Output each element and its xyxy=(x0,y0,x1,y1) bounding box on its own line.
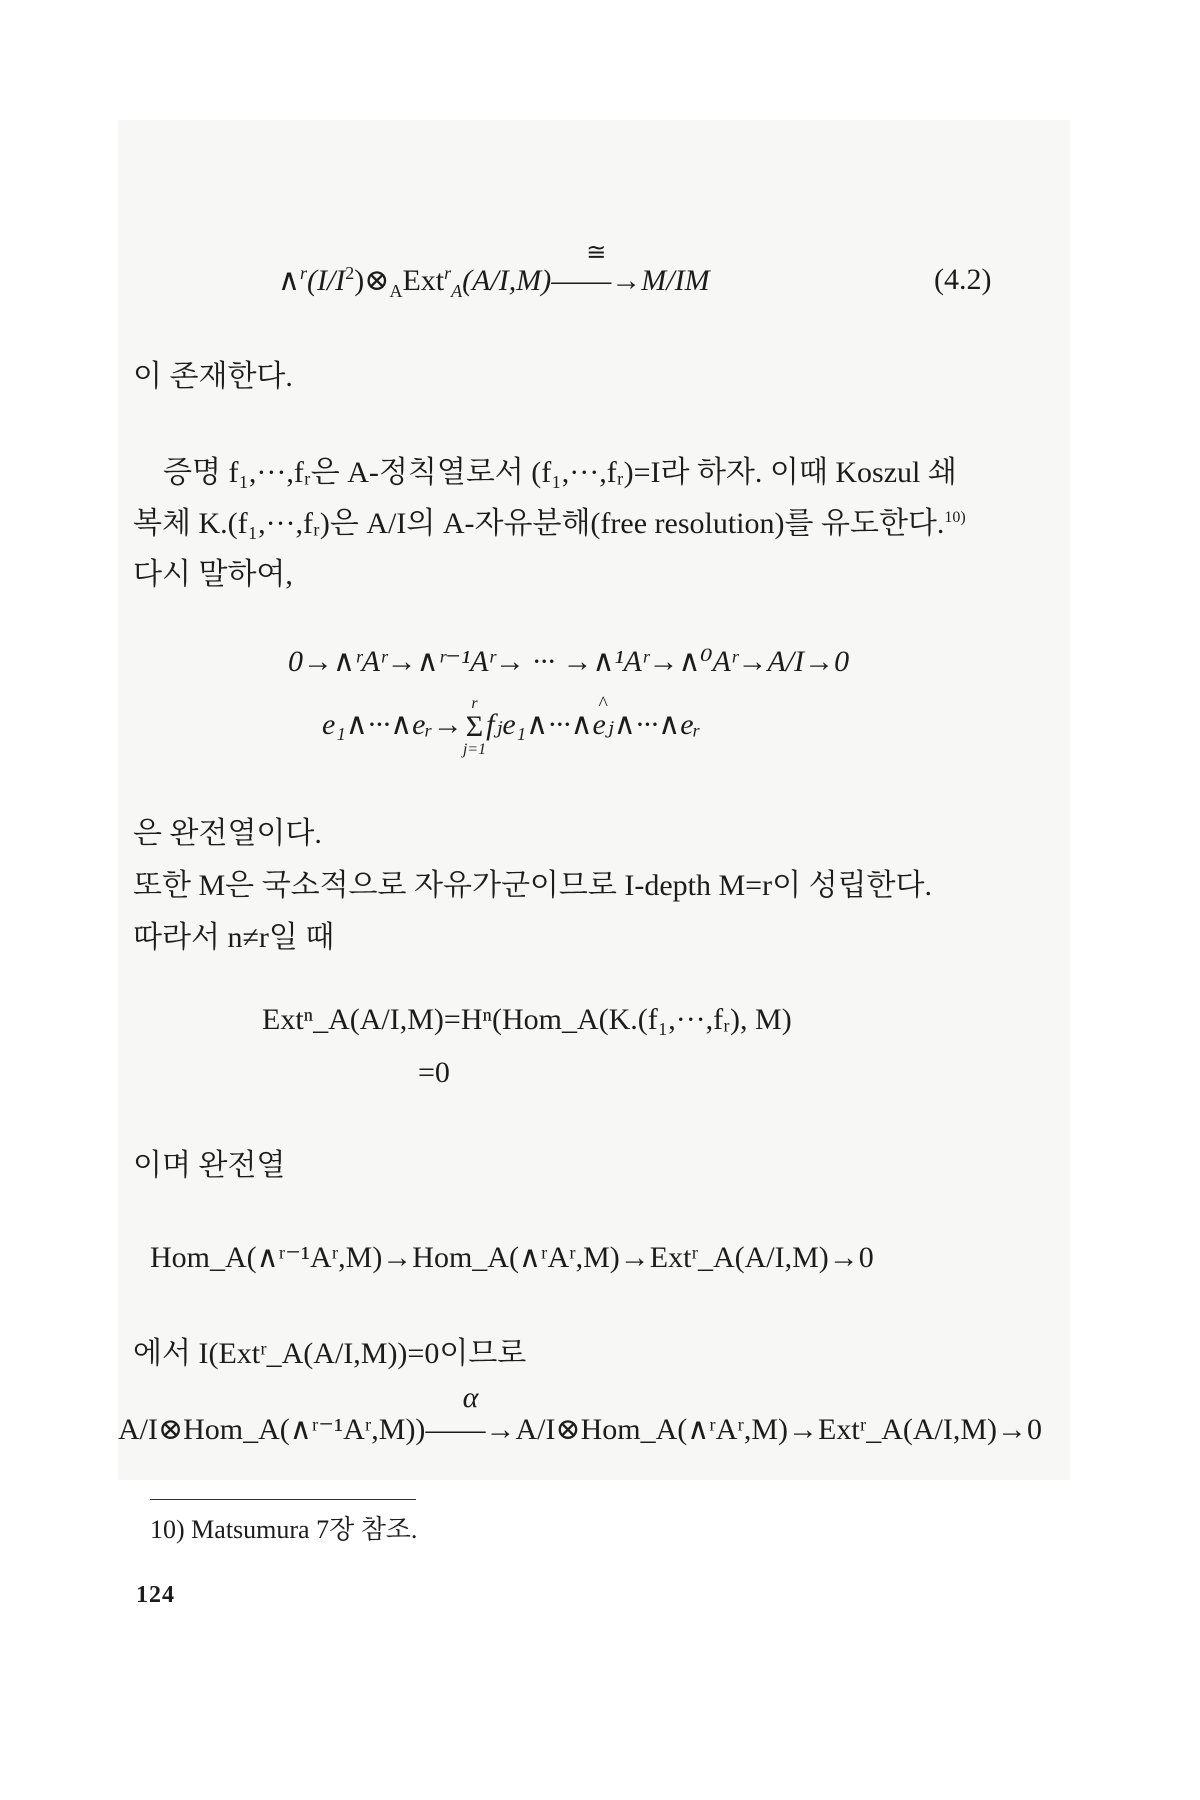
equation-number: (4.2) xyxy=(934,263,992,296)
proof-line-1: 증명 f₁,···,fᵣ은 A-정칙열로서 (f₁,···,fᵣ)=I라 하자. 이때 Koszul 쇄 xyxy=(163,456,957,489)
alpha-sequence: A/I⊗Hom_A(∧ʳ⁻¹Aʳ,M)) α ——→A/I⊗Hom_A(∧ʳAʳ,M)→Extʳ_A(A/I,M)→0 xyxy=(118,1381,1043,1446)
text-exact-sequence: 이며 완전열 xyxy=(133,1149,286,1182)
proof-line-2: 복체 K.(f₁,···,fᵣ)은 A/I의 A-자유분해(free resolution)를 유도한다.$^{10)}$ xyxy=(133,507,966,540)
footnote-ref: 10) xyxy=(944,509,966,526)
resolution-row-1: 0→∧ʳAʳ→∧ʳ⁻¹Aʳ→ ··· →∧¹Aʳ→∧⁰Aʳ→A/I→0 xyxy=(288,645,850,678)
text-therefore: 따라서 n≠r일 때 xyxy=(133,921,335,954)
text-free-module: 또한 M은 국소적으로 자유가군이므로 I-depth M=r이 성립한다. xyxy=(133,869,932,902)
hom-sequence: Hom_A(∧ʳ⁻¹Aʳ,M)→Hom_A(∧ʳAʳ,M)→Extʳ_A(A/I,M)→0 xyxy=(150,1241,874,1274)
text-exact: 은 완전열이다. xyxy=(133,817,322,850)
text-exists: 이 존재한다. xyxy=(133,360,293,393)
proof-line-3: 다시 말하여, xyxy=(133,558,293,591)
page-number: 124 xyxy=(136,1582,175,1608)
summation: r Σ j=1 xyxy=(462,695,487,758)
alpha-label: α xyxy=(462,1381,479,1414)
resolution-row-2: e₁∧···∧eᵣ→ r Σ j=1 fⱼe₁∧···∧^ eⱼ∧···∧eᵣ xyxy=(322,696,701,758)
scan-background xyxy=(118,120,1070,1480)
text-since: 에서 I(Extʳ_A(A/I,M))=0이므로 xyxy=(133,1337,527,1370)
footnote-divider xyxy=(150,1499,416,1500)
ext-equation-line-1: Extⁿ_A(A/I,M)=Hⁿ(Hom_A(K.(f₁,···,fᵣ), M) xyxy=(262,1003,792,1036)
footnote: 10) Matsumura 7장 참조. xyxy=(150,1515,418,1544)
ext-equation-line-2: =0 xyxy=(418,1056,450,1089)
equation-4-2: $\wedge^r(I/I^2)\otimes_AExt^r_A(A/I,M)$ ≅ ——→M/IM xyxy=(278,240,710,301)
